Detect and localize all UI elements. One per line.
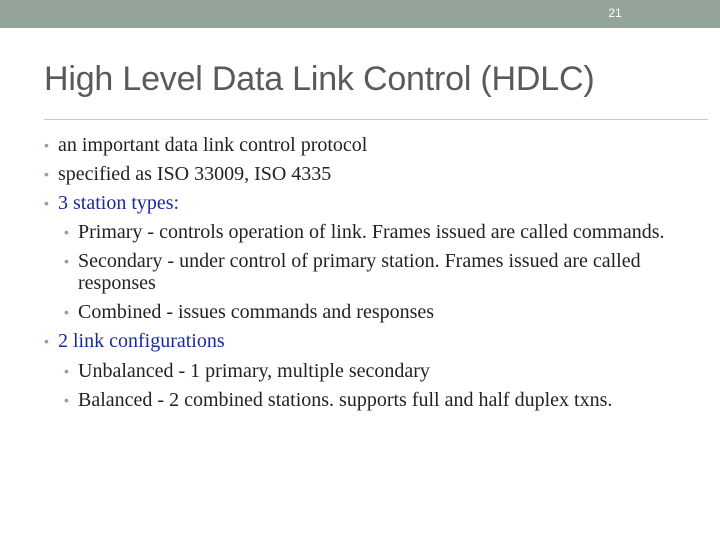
bullet-dot-icon: • [64, 363, 69, 379]
bullet-text: specified as ISO 33009, ISO 4335 [58, 163, 332, 185]
sub-bullet-text: Combined - issues commands and responses [78, 301, 435, 323]
bullet-dot-icon: • [44, 195, 49, 211]
sub-bullet-text: Unbalanced - 1 primary, multiple secondary [78, 360, 430, 382]
sub-bullet-text: Secondary - under control of primary station. Frames issued are called responses [78, 250, 641, 294]
bullet-dot-icon: • [44, 166, 49, 182]
top-bar [0, 0, 720, 28]
bullet-dot-icon: • [64, 392, 69, 408]
bullet-item [44, 134, 704, 156]
bullet-item-station-types [44, 192, 704, 214]
bullet-text: an important data link control protocol [58, 134, 368, 156]
bullet-dot-icon: • [44, 333, 49, 349]
title-divider [44, 119, 708, 120]
sub-bullet-text: Primary - controls operation of link. Frames issued are called commands. [78, 221, 665, 243]
slide-number: 21 [608, 6, 622, 20]
sub-bullet-item [44, 301, 704, 323]
bullet-list [44, 134, 704, 418]
sub-bullet-item [44, 360, 704, 382]
bullet-text: 3 station types: [58, 192, 180, 214]
bullet-dot-icon: • [64, 253, 69, 269]
bullet-dot-icon: • [64, 224, 69, 240]
sub-bullet-item [44, 389, 704, 411]
bullet-item-link-configurations [44, 330, 704, 352]
bullet-dot-icon: • [44, 137, 49, 153]
bullet-dot-icon: • [64, 304, 69, 320]
sub-bullet-item [44, 221, 704, 243]
bullet-text: 2 link configurations [58, 330, 225, 352]
sub-bullet-text: Balanced - 2 combined stations. supports full and half duplex txns. [78, 389, 613, 411]
bullet-item [44, 163, 704, 185]
sub-bullet-item [44, 250, 704, 294]
slide-title: High Level Data Link Control (HDLC) [44, 60, 595, 98]
